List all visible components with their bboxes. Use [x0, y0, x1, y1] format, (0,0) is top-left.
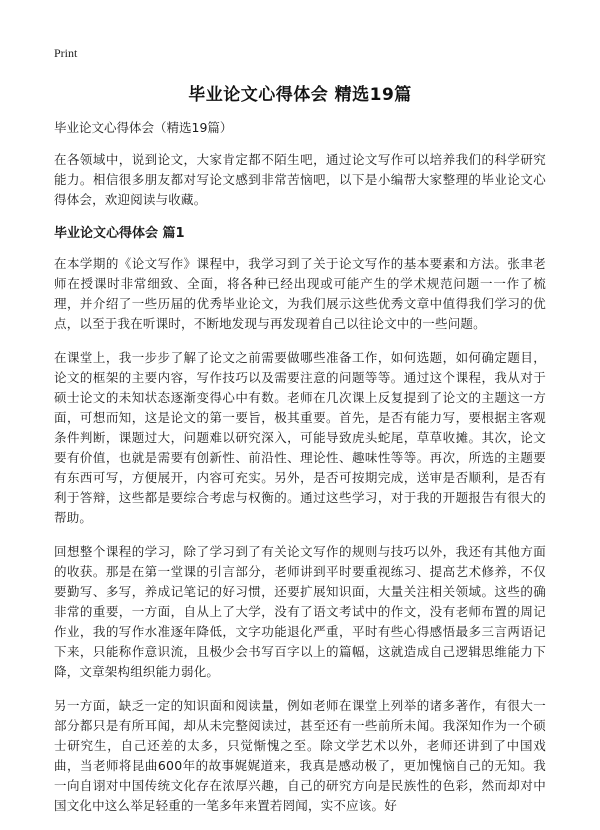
document-subtitle: 毕业论文心得体会（精选19篇） — [54, 120, 233, 135]
body-paragraph: 在本学期的《论文写作》课程中，我学习到了关于论文写作的基本要素和方法。张聿老师在授课时非常细致、全面，将各种已经出现或可能产生的学术规范问题一一作了梳理，并介绍了一些历届的优秀毕业论文，为我们展示这些优秀文章中值得我们学习的优点，以至于我在听课时，不断地发现与再发现着自己以往论文中的一些问题。 — [54, 256, 546, 331]
print-link[interactable]: Print — [54, 46, 78, 60]
section-heading: 毕业论文心得体会 篇1 — [54, 226, 185, 241]
page-title: 毕业论文心得体会 精选19篇 — [188, 85, 412, 105]
body-paragraph: 回想整个课程的学习，除了学习到了有关论文写作的规则与技巧以外，我还有其他方面的收获。那是在第一堂课的引言部分，老师讲到平时要重视练习、提高艺术修养，不仅要勤写、多写，养成记笔记的好习惯，还要扩展知识面，大量关注相关领域。这些的确非常的重要，一方面，自从上了大学，没有了语文考试中的作文，没有老师布置的周记作业，我的写作水准逐年降低，文字功能退化严重，平时有些心得感悟最多三言两语记下来，只能称作意识流，且极少会书写百字以上的篇幅，这就造成自己逻辑思维能力下降，文章架构组织能力弱化。 — [54, 544, 546, 679]
document-body — [54, 118, 546, 830]
body-paragraph: 另一方面，缺乏一定的知识面和阅读量，例如老师在课堂上列举的诸多著作，有很大一部分都只是有所耳闻，却从未完整阅读过，甚至还有一些前所未闻。我深知作为一个硕士研究生，自己还差的太多，只觉惭愧之至。除文学艺术以外，老师还讲到了中国戏曲，当老师将昆曲600年的故事娓娓道来，我真是感动极了，更加愧恼自己的无知。我一向自诩对中国传统文化存在浓厚兴趣，自己的研究方向是民族性的色彩，然而却对中国文化中这么举足轻重的一笔多年来置若罔闻，实不应该。好 — [54, 698, 546, 813]
body-paragraph: 在课堂上，我一步步了解了论文之前需要做哪些准备工作，如何选题，如何确定题目，论文的框架的主要内容，写作技巧以及需要注意的问题等等。通过这个课程，我从对于硕士论文的未知状态逐渐变得心中有数。老师在几次课上反复提到了论文的主题这一方面，可想而知，这是论文的第一要旨，极其重要。首先，是否有能力写，要根据主客观条件判断，课题过大，问题难以研究深入，可能导致虎头蛇尾，草草收摊。其次，论文要有价值，也就是需要有创新性、前沿性、理论性、趣味性等等。再次，所选的主题要有东西可写，方便展开，内容可充实。另外，是否可按期完成，送审是否顺利，是否有利于答辩，这些都是要综合考虑与权衡的。通过这些学习，对于我的开题报告有很大的帮助。 — [54, 350, 546, 525]
intro-paragraph: 在各领域中，说到论文，大家肯定都不陌生吧，通过论文写作可以培养我们的科学研究能力。相信很多朋友都对写论文感到非常苦恼吧，以下是小编帮大家整理的毕业论文心得体会，欢迎阅读与收藏。 — [54, 152, 546, 207]
